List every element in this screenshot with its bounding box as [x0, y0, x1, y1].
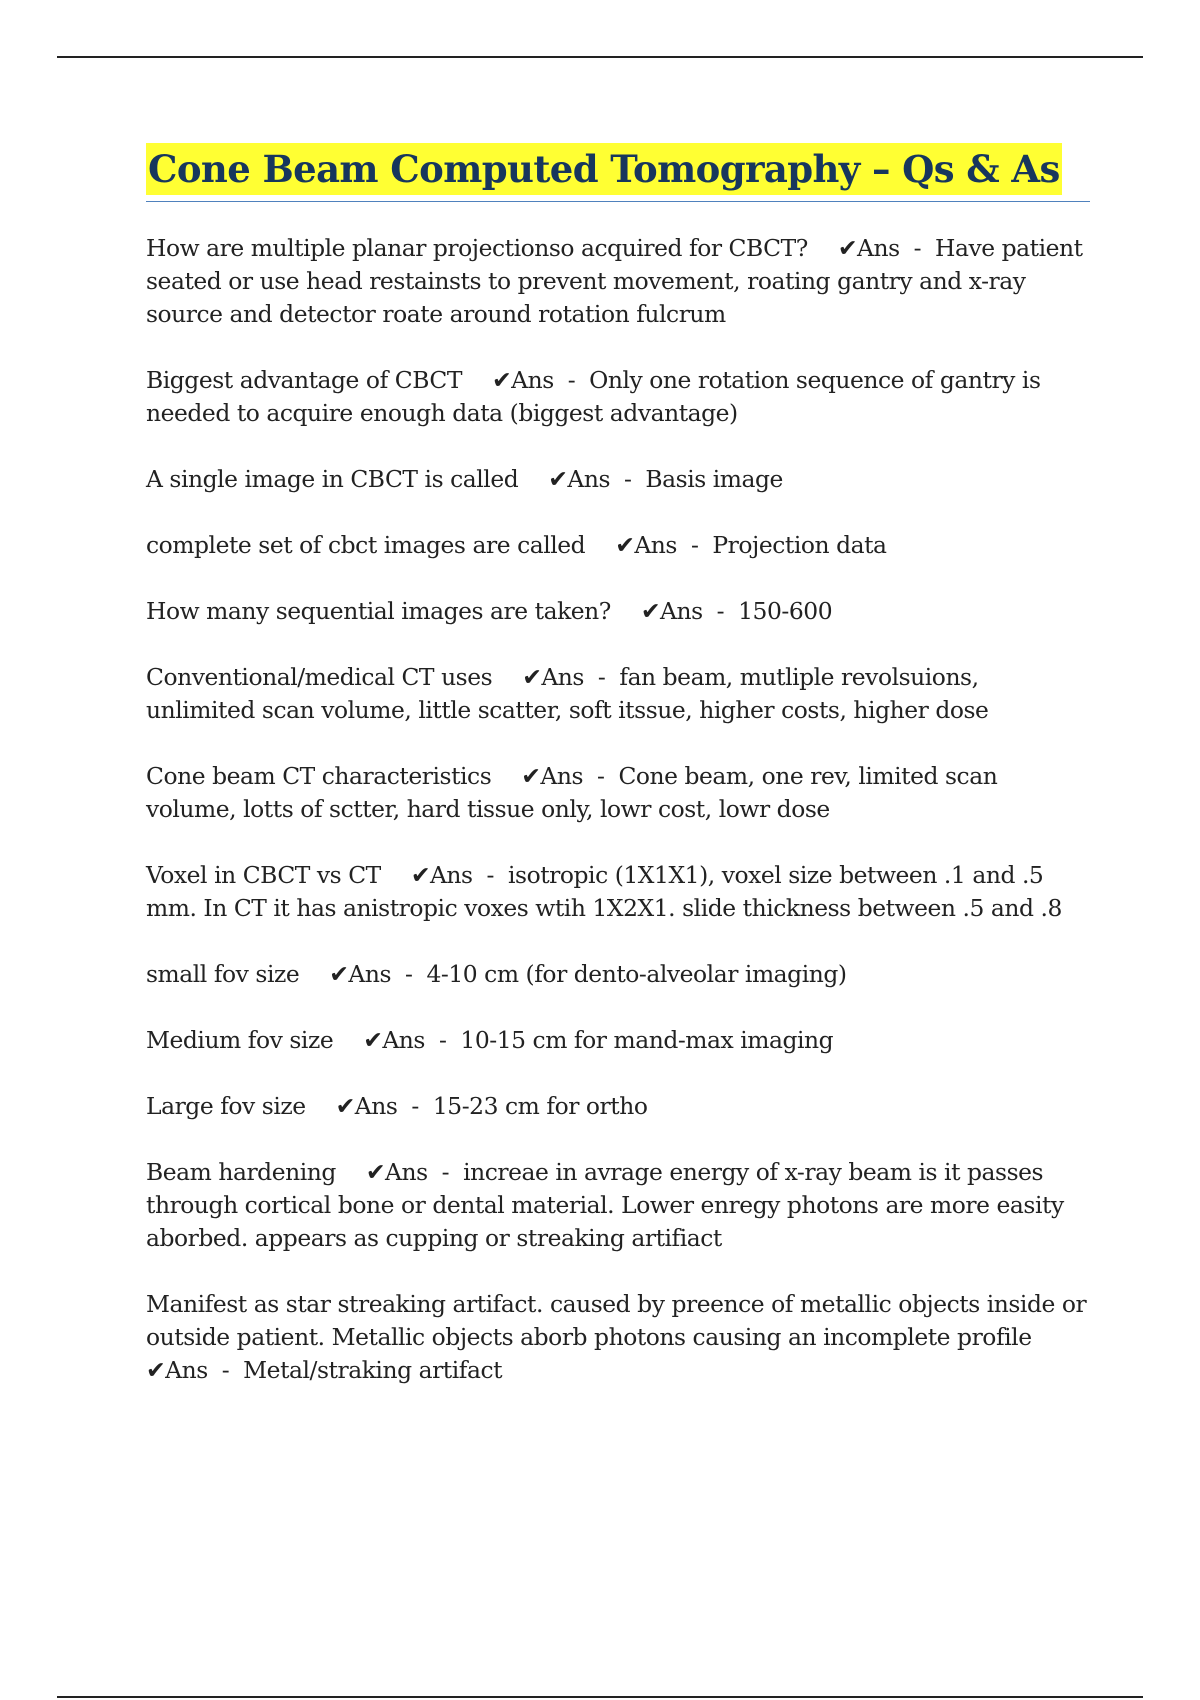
answer-text: Cone beam, one rev, limited scan volume, lotts of sctter, hard tissue only, lowr cost, lowr dose: [146, 762, 998, 823]
qa-item: [146, 760, 1090, 826]
answer-label: ✔Ans: [363, 1026, 425, 1054]
question-text: Cone beam CT characteristics: [146, 762, 492, 790]
qa-item: [146, 463, 1090, 496]
question-text: How many sequential images are taken?: [146, 597, 611, 625]
qa-item: [146, 859, 1090, 925]
question-text: A single image in CBCT is called: [146, 465, 519, 493]
answer-label: ✔Ans: [329, 960, 392, 988]
answer-label: ✔Ans: [522, 663, 584, 691]
question-text: Large fov size: [146, 1092, 306, 1120]
qa-item: [146, 661, 1090, 727]
answer-text: 4-10 cm (for dento-alveolar imaging): [426, 960, 847, 988]
qa-item: [146, 1156, 1090, 1255]
question-text: Biggest advantage of CBCT: [146, 366, 462, 394]
question-text: Manifest as star streaking artifact. caused by preence of metallic objects inside or outside patient. Metallic objects aborb photons causing an incomplete profile: [146, 1290, 1087, 1351]
answer-separator: -: [583, 762, 619, 790]
answer-label: ✔Ans: [548, 465, 611, 493]
answer-label: ✔Ans: [615, 531, 677, 559]
answer-text: 10-15 cm for mand-max imaging: [460, 1026, 834, 1054]
page-top-rule: [57, 56, 1143, 58]
qa-item: [146, 958, 1090, 991]
qa-item: [146, 232, 1090, 331]
answer-separator: -: [610, 465, 646, 493]
title-block: [146, 143, 1090, 202]
qa-item: [146, 1090, 1090, 1123]
answer-label: ✔Ans: [640, 597, 703, 625]
answer-label: ✔Ans: [837, 234, 900, 262]
answer-separator: -: [676, 531, 713, 559]
qa-item: [146, 1024, 1090, 1057]
document-body: [146, 143, 1090, 1420]
question-text: small fov size: [146, 960, 300, 988]
answer-separator: -: [899, 234, 936, 262]
qa-item: [146, 595, 1090, 628]
answer-separator: -: [702, 597, 739, 625]
qa-list: [146, 232, 1090, 1387]
answer-text: Have patient seated or use head restainsts to prevent movement, roating gantry and x-ray source and detector roate around rotation fulcrum: [146, 234, 1083, 328]
answer-separator: -: [472, 861, 508, 889]
answer-text: isotropic (1X1X1), voxel size between .1 and .5 mm. In CT it has anistropic voxes wtih 1X2X1. slide thickness between .5 and .8: [146, 861, 1062, 922]
qa-item: [146, 364, 1090, 430]
question-text: Beam hardening: [146, 1158, 336, 1186]
answer-label: ✔Ans: [365, 1158, 428, 1186]
answer-label: ✔Ans: [146, 1356, 208, 1384]
answer-text: Projection data: [712, 531, 887, 559]
answer-separator: -: [207, 1356, 244, 1384]
answer-separator: -: [391, 960, 427, 988]
answer-text: 150-600: [738, 597, 833, 625]
answer-text: increae in avrage energy of x-ray beam is it passes through cortical bone or dental material. Lower enregy photons are more easity aborbed. appears as cupping or streaking artifiact: [146, 1158, 1064, 1252]
question-text: complete set of cbct images are called: [146, 531, 586, 559]
answer-label: ✔Ans: [335, 1092, 398, 1120]
question-text: How are multiple planar projectionso acquired for CBCT?: [146, 234, 808, 262]
answer-text: fan beam, mutliple revolsuions, unlimited scan volume, little scatter, soft itssue, higher costs, higher dose: [146, 663, 989, 724]
answer-label: ✔Ans: [521, 762, 584, 790]
question-text: Voxel in CBCT vs CT: [146, 861, 381, 889]
answer-text: Only one rotation sequence of gantry is needed to acquire enough data (biggest advantage): [146, 366, 1041, 427]
answer-separator: -: [397, 1092, 433, 1120]
answer-text: Basis image: [645, 465, 783, 493]
answer-text: Metal/straking artifact: [243, 1356, 503, 1384]
page-title: Cone Beam Computed Tomography – Qs & As: [146, 143, 1062, 195]
answer-separator: -: [424, 1026, 461, 1054]
qa-item: [146, 1288, 1090, 1387]
answer-separator: -: [553, 366, 590, 394]
answer-text: 15-23 cm for ortho: [432, 1092, 648, 1120]
answer-label: ✔Ans: [410, 861, 473, 889]
answer-separator: -: [427, 1158, 464, 1186]
question-text: Medium fov size: [146, 1026, 334, 1054]
answer-label: ✔Ans: [491, 366, 554, 394]
question-text: Conventional/medical CT uses: [146, 663, 493, 691]
page-bottom-rule: [57, 1696, 1143, 1698]
answer-separator: -: [583, 663, 620, 691]
qa-item: [146, 529, 1090, 562]
